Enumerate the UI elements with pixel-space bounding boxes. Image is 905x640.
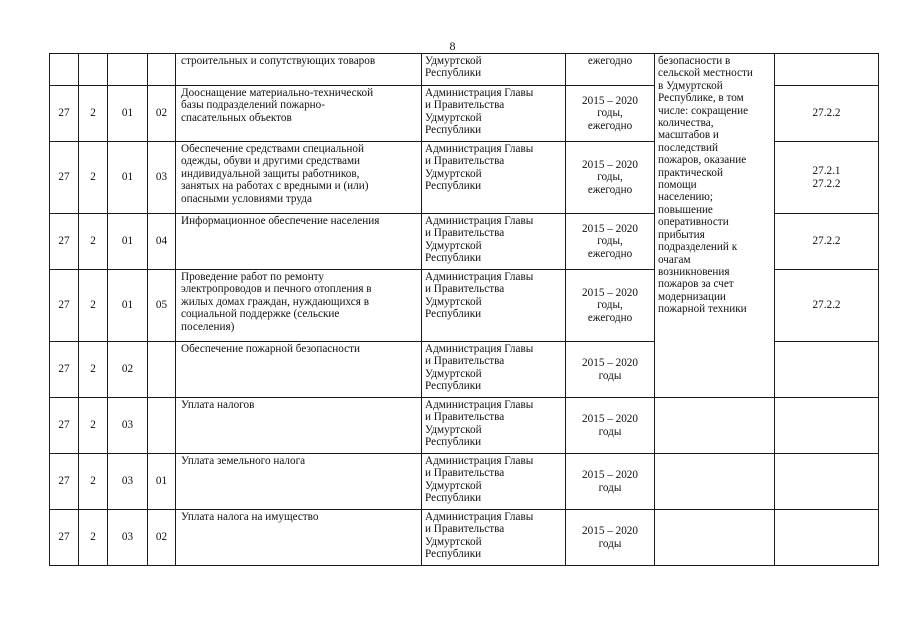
period-line: годы,	[597, 299, 623, 312]
period-line: годы,	[597, 171, 623, 184]
code-c2-cell: 2	[79, 454, 108, 510]
executor-line: Удмуртской	[425, 239, 482, 252]
code-c2-cell: 2	[79, 398, 108, 454]
period-line: 2015 – 2020	[582, 357, 638, 370]
code-c1-cell: 27	[50, 398, 79, 454]
expected-result-cell	[655, 54, 775, 398]
indicator-cell	[775, 342, 879, 398]
indicator-cell	[775, 142, 879, 214]
indicator-cell	[775, 510, 879, 566]
measure-name-line: Информационное обеспечение населения	[181, 215, 380, 227]
expected-result-line: числе: сокращение	[658, 104, 749, 117]
period-line: 2015 – 2020	[582, 469, 638, 482]
executor-line: Удмуртской	[425, 111, 482, 124]
executor-line: Администрация Главы	[425, 343, 534, 355]
executor-line: Удмуртской	[425, 295, 482, 308]
code-c1-cell: 27	[50, 510, 79, 566]
measure-name-cell	[176, 214, 422, 270]
expected-result-line: очагам	[658, 253, 691, 266]
period-line: 2015 – 2020	[582, 158, 638, 171]
executor-line: Республики	[425, 67, 482, 80]
executor-line: Удмуртской	[425, 479, 482, 492]
period-line: 2015 – 2020	[582, 286, 638, 299]
executor-line: и Правительства	[425, 283, 505, 296]
code-c3-cell: 01	[108, 142, 148, 214]
executor-line: Администрация Главы	[425, 511, 534, 523]
table-row	[50, 454, 879, 510]
measure-name-line: Обеспечение средствами специальной	[181, 143, 364, 155]
measure-name-line: социальной поддержке (сельские	[181, 308, 340, 321]
period-line: годы	[598, 537, 622, 550]
code-c3-cell: 02	[108, 342, 148, 398]
expected-result-line: в Удмуртской	[658, 79, 723, 92]
executor-line: Республики	[425, 380, 482, 393]
executor-cell	[422, 270, 566, 342]
measure-name-cell	[176, 54, 422, 86]
measure-name-line: индивидуальной защиты работников,	[181, 167, 360, 180]
expected-result-line: оперативности	[658, 216, 729, 229]
expected-result-line: населению;	[658, 191, 714, 204]
executor-cell	[422, 54, 566, 86]
code-c1-cell: 27	[50, 342, 79, 398]
measure-name-line: поселения)	[181, 320, 235, 333]
expected-result-cell	[655, 398, 775, 454]
code-c2-cell: 2	[79, 142, 108, 214]
code-c1-cell: 27	[50, 142, 79, 214]
expected-result-line: пожаров, оказание	[658, 154, 747, 167]
period-line: ежегодно	[587, 183, 633, 196]
indicator-line: 27.2.1	[812, 165, 841, 178]
measure-name-line: Дооснащение материально-технической	[181, 87, 374, 99]
code-c4-cell: 02	[148, 510, 176, 566]
expected-result-line: масштабов и	[658, 129, 719, 142]
expected-result-line: сельской местности	[658, 67, 753, 80]
period-line: 2015 – 2020	[582, 222, 638, 235]
measure-name-line: Уплата земельного налога	[181, 455, 306, 467]
executor-line: и Правительства	[425, 99, 505, 112]
indicator-cell	[775, 214, 879, 270]
code-c3-cell: 03	[108, 398, 148, 454]
code-c4-cell: 02	[148, 86, 176, 142]
table-row	[50, 54, 879, 86]
code-c3-cell: 01	[108, 214, 148, 270]
indicator-cell	[775, 54, 879, 86]
measure-name-line: Обеспечение пожарной безопасности	[181, 343, 361, 355]
code-c2-cell	[79, 54, 108, 86]
expected-result-line: Республике, в том	[658, 92, 744, 105]
executor-line: и Правительства	[425, 355, 505, 368]
period-cell	[566, 214, 655, 270]
measure-name-cell	[176, 510, 422, 566]
period-cell	[566, 342, 655, 398]
expected-result-cell	[655, 454, 775, 510]
executor-line: и Правительства	[425, 523, 505, 536]
code-c3-cell	[108, 54, 148, 86]
period-line: ежегодно	[587, 311, 633, 324]
executor-line: Удмуртской	[425, 55, 482, 67]
period-cell	[566, 86, 655, 142]
measure-name-cell	[176, 142, 422, 214]
code-c4-cell	[148, 342, 176, 398]
expected-result-cell	[655, 510, 775, 566]
indicator-cell	[775, 454, 879, 510]
expected-result-line: подразделений к	[658, 241, 738, 254]
table-row	[50, 510, 879, 566]
code-c4-cell	[148, 54, 176, 86]
executor-cell	[422, 342, 566, 398]
code-c2-cell: 2	[79, 270, 108, 342]
expected-result-line: пожаров за счет	[658, 278, 734, 291]
code-c1-cell: 27	[50, 270, 79, 342]
executor-line: и Правительства	[425, 227, 505, 240]
executor-line: Республики	[425, 492, 482, 505]
indicator-line: 27.2.2	[812, 299, 841, 312]
period-cell	[566, 454, 655, 510]
measure-name-cell	[176, 86, 422, 142]
expected-result-line: повышение	[658, 203, 713, 216]
period-line: ежегодно	[587, 247, 633, 260]
executor-line: Администрация Главы	[425, 455, 534, 467]
executor-line: Республики	[425, 308, 482, 321]
executor-line: Республики	[425, 252, 482, 265]
code-c2-cell: 2	[79, 342, 108, 398]
expected-result-line: последствий	[658, 141, 719, 154]
indicator-line: 27.2.2	[812, 235, 841, 248]
code-c4-cell: 03	[148, 142, 176, 214]
indicator-cell	[775, 86, 879, 142]
code-c1-cell: 27	[50, 214, 79, 270]
period-cell	[566, 54, 655, 86]
executor-cell	[422, 398, 566, 454]
expected-result-line: прибытия	[658, 228, 705, 241]
code-c1-cell	[50, 54, 79, 86]
page-number: 8	[449, 39, 456, 53]
measure-name-line: жилых домах граждан, нуждающихся в	[181, 295, 369, 308]
period-cell	[566, 142, 655, 214]
period-line: ежегодно	[587, 55, 633, 67]
period-cell	[566, 398, 655, 454]
indicator-cell	[775, 270, 879, 342]
measure-name-line: Уплата налогов	[181, 399, 255, 411]
executor-line: Удмуртской	[425, 367, 482, 380]
period-line: ежегодно	[587, 119, 633, 132]
expected-result-line: модернизации	[658, 290, 726, 303]
expected-result-line: практической	[658, 166, 723, 179]
executor-line: Администрация Главы	[425, 87, 534, 99]
executor-line: Администрация Главы	[425, 143, 534, 155]
measure-name-cell	[176, 454, 422, 510]
executor-line: Удмуртской	[425, 167, 482, 180]
period-line: годы,	[597, 107, 623, 120]
executor-line: Республики	[425, 548, 482, 561]
indicator-line: 27.2.2	[812, 107, 841, 120]
table-row	[50, 398, 879, 454]
measure-name-line: Проведение работ по ремонту	[181, 271, 325, 283]
period-line: 2015 – 2020	[582, 525, 638, 538]
measure-name-line: занятых на работах с вредными и (или)	[181, 180, 369, 193]
executor-line: Удмуртской	[425, 535, 482, 548]
code-c4-cell: 04	[148, 214, 176, 270]
executor-line: Республики	[425, 124, 482, 137]
expected-result-line: возникновения	[658, 265, 730, 278]
expected-result-line: помощи	[658, 179, 697, 192]
executor-line: и Правительства	[425, 411, 505, 424]
executor-line: Администрация Главы	[425, 399, 534, 411]
measure-name-cell	[176, 398, 422, 454]
executor-cell	[422, 454, 566, 510]
measure-name-line: электропроводов и печного отопления в	[181, 283, 372, 296]
period-cell	[566, 270, 655, 342]
measure-name-line: спасательных объектов	[181, 111, 292, 124]
executor-cell	[422, 510, 566, 566]
code-c3-cell: 03	[108, 454, 148, 510]
code-c2-cell: 2	[79, 510, 108, 566]
expected-result-line: безопасности в	[658, 55, 731, 67]
measure-name-line: опасными условиями труда	[181, 192, 312, 205]
program-table	[49, 53, 879, 566]
executor-line: Удмуртской	[425, 423, 482, 436]
period-line: годы	[598, 425, 622, 438]
executor-line: и Правительства	[425, 467, 505, 480]
executor-line: и Правительства	[425, 155, 505, 168]
period-cell	[566, 510, 655, 566]
executor-cell	[422, 86, 566, 142]
executor-line: Администрация Главы	[425, 215, 534, 227]
measure-name-line: одежды, обуви и другими средствами	[181, 155, 361, 168]
code-c3-cell: 01	[108, 270, 148, 342]
period-line: 2015 – 2020	[582, 94, 638, 107]
executor-line: Республики	[425, 180, 482, 193]
period-line: годы,	[597, 235, 623, 248]
executor-line: Администрация Главы	[425, 271, 534, 283]
measure-name-cell	[176, 270, 422, 342]
measure-name-line: Уплата налога на имущество	[181, 511, 319, 523]
executor-line: Республики	[425, 436, 482, 449]
indicator-line: 27.2.2	[812, 177, 841, 190]
code-c3-cell: 03	[108, 510, 148, 566]
code-c2-cell: 2	[79, 214, 108, 270]
executor-cell	[422, 142, 566, 214]
code-c4-cell	[148, 398, 176, 454]
code-c4-cell: 01	[148, 454, 176, 510]
code-c4-cell: 05	[148, 270, 176, 342]
code-c2-cell: 2	[79, 86, 108, 142]
period-line: 2015 – 2020	[582, 413, 638, 426]
period-line: годы	[598, 481, 622, 494]
code-c1-cell: 27	[50, 454, 79, 510]
measure-name-line: строительных и сопутствующих товаров	[181, 55, 376, 67]
period-line: годы	[598, 369, 622, 382]
code-c3-cell: 01	[108, 86, 148, 142]
executor-cell	[422, 214, 566, 270]
measure-name-line: базы подразделений пожарно-	[181, 99, 325, 112]
expected-result-line: количества,	[658, 117, 714, 130]
indicator-cell	[775, 398, 879, 454]
code-c1-cell: 27	[50, 86, 79, 142]
measure-name-cell	[176, 342, 422, 398]
expected-result-line: пожарной техники	[658, 303, 747, 316]
